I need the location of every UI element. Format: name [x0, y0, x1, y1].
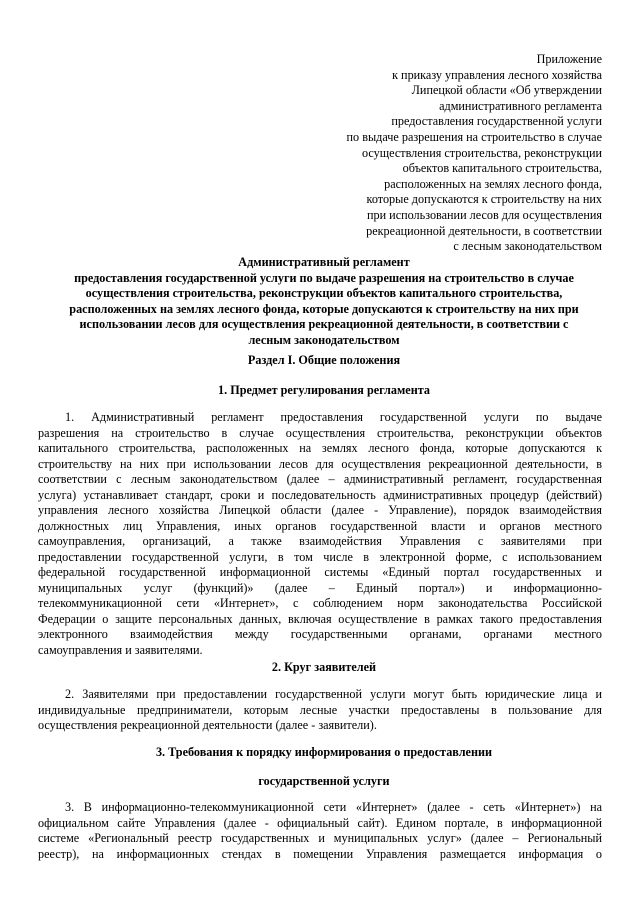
appendix-line: расположенных на землях лесного фонда, — [384, 176, 602, 191]
paragraph-line: телекоммуникационной сети «Интернет», с соблюдением норм законодательства Российской — [38, 596, 602, 610]
paragraph-line: должностных лиц Управления, иных органов государственной власти и органов местного — [38, 518, 602, 533]
appendix-line: предоставления государственной услуги — [391, 114, 602, 129]
appendix-line: с лесным законодательством — [453, 239, 602, 254]
paragraph-line: электронного взаимодействия между государственными органами, органами местного — [38, 627, 602, 641]
paragraph-line: системе «Региональный реестр государственных и муниципальных услуг» (далее – Региональный — [38, 831, 602, 845]
title-line: лесным законодательством — [248, 332, 400, 347]
paragraph-line: индивидуальные предприниматели, которым лесные участки предоставлены в пользование для — [38, 702, 602, 717]
paragraph-2 — [65, 687, 602, 703]
appendix-line: Липецкой области «Об утверждении — [411, 83, 602, 98]
section-heading: Раздел I. Общие положения — [247, 353, 401, 367]
subsection-heading-2: 2. Круг заявителей — [271, 660, 377, 674]
title-line: использовании лесов для осуществления рекреационной деятельности, в соответствии с — [79, 317, 569, 331]
paragraph-line: самоуправления и заявителями. — [38, 642, 203, 657]
paragraph-line: управления лесного хозяйства Липецкой области (далее - Управление), порядок взаимодействия — [38, 503, 602, 517]
title-line: предоставления государственной услуги по выдаче разрешения на строительство в случае — [74, 270, 574, 285]
paragraph-line: соответствии с лесным законодательством (далее – административный регламент, государственная — [38, 472, 602, 486]
paragraph-line: федеральной государственной информационной системы «Единый портал государственных и — [38, 565, 602, 579]
paragraph-3 — [65, 800, 602, 816]
paragraph-line: муниципальных услуг (функций)» (далее – Единый портал») и информационно- — [38, 580, 602, 595]
appendix-line: Приложение — [536, 52, 602, 66]
appendix-line: рекреационной деятельности, в соответствии — [366, 223, 602, 238]
appendix-line: к приказу управления лесного хозяйства — [392, 67, 602, 82]
appendix-line: осуществления строительства, реконструкции — [362, 145, 602, 160]
paragraph-line: услуга) устанавливает стандарт, сроки и последовательность административных процедур (действий) — [38, 487, 602, 502]
paragraph-2-body — [38, 703, 602, 734]
title-line: осуществления строительства, реконструкции объектов капитального строительства, — [85, 286, 563, 300]
paragraph-line: осуществления рекреационной деятельности (далее - заявители). — [38, 718, 377, 732]
paragraph-3-body — [38, 816, 602, 863]
appendix-line: объектов капитального строительства, — [402, 161, 602, 176]
paragraph-line: официальном сайте Управления (далее - официальный сайт). Едином портале, в информационной — [38, 815, 602, 830]
document-title — [44, 255, 604, 348]
title-line: Административный регламент — [238, 255, 410, 269]
appendix-line: которые допускаются к строительству на них — [366, 192, 602, 207]
paragraph-line: разрешения на строительство в случае осуществления строительства, реконструкции объектов — [38, 425, 602, 440]
paragraph-line: Федерации о защите персональных данных, включая осуществление в рамках такого предоставления — [38, 611, 602, 626]
paragraph-line: капитального строительства, расположенных на землях лесного фонда, которые допускаются к — [38, 441, 602, 455]
paragraph-1 — [65, 410, 602, 426]
subsection-heading-3-cont: государственной услуги — [258, 774, 390, 788]
paragraph-line: строительству на них при использовании лесов для осуществления рекреационной деятельности, в — [38, 456, 602, 471]
appendix-block — [302, 52, 602, 255]
subsection-heading-1: 1. Предмет регулирования регламента — [218, 383, 430, 397]
paragraph-line: реестр), на информационных стендах в помещении Управления размещается информация о — [38, 846, 602, 861]
paragraph-line: 3. В информационно-телекоммуникационной сети «Интернет» (далее - сеть «Интернет») на — [65, 800, 602, 814]
paragraph-line: самоуправления, организаций, а также взаимодействия Управления с заявителями при — [38, 534, 602, 548]
appendix-line: при использовании лесов для осуществления — [366, 207, 602, 222]
paragraph-1-body — [38, 426, 602, 659]
paragraph-line: 2. Заявителями при предоставлении государственной услуги могут быть юридические лица и — [65, 687, 602, 701]
appendix-line: административного регламента — [439, 98, 602, 113]
paragraph-line: 1. Административный регламент предоставления государственной услуги по выдаче — [65, 410, 602, 424]
title-line: расположенных на землях лесного фонда, которые допускаются к строительству на них при — [69, 301, 579, 316]
subsection-heading-3: 3. Требования к порядку информирования о предоставлении — [155, 745, 493, 759]
paragraph-line: предоставлении государственной услуги, в том числе в электронной форме, с использованием — [38, 549, 602, 564]
appendix-line: по выдаче разрешения на строительство в случае — [346, 129, 602, 144]
